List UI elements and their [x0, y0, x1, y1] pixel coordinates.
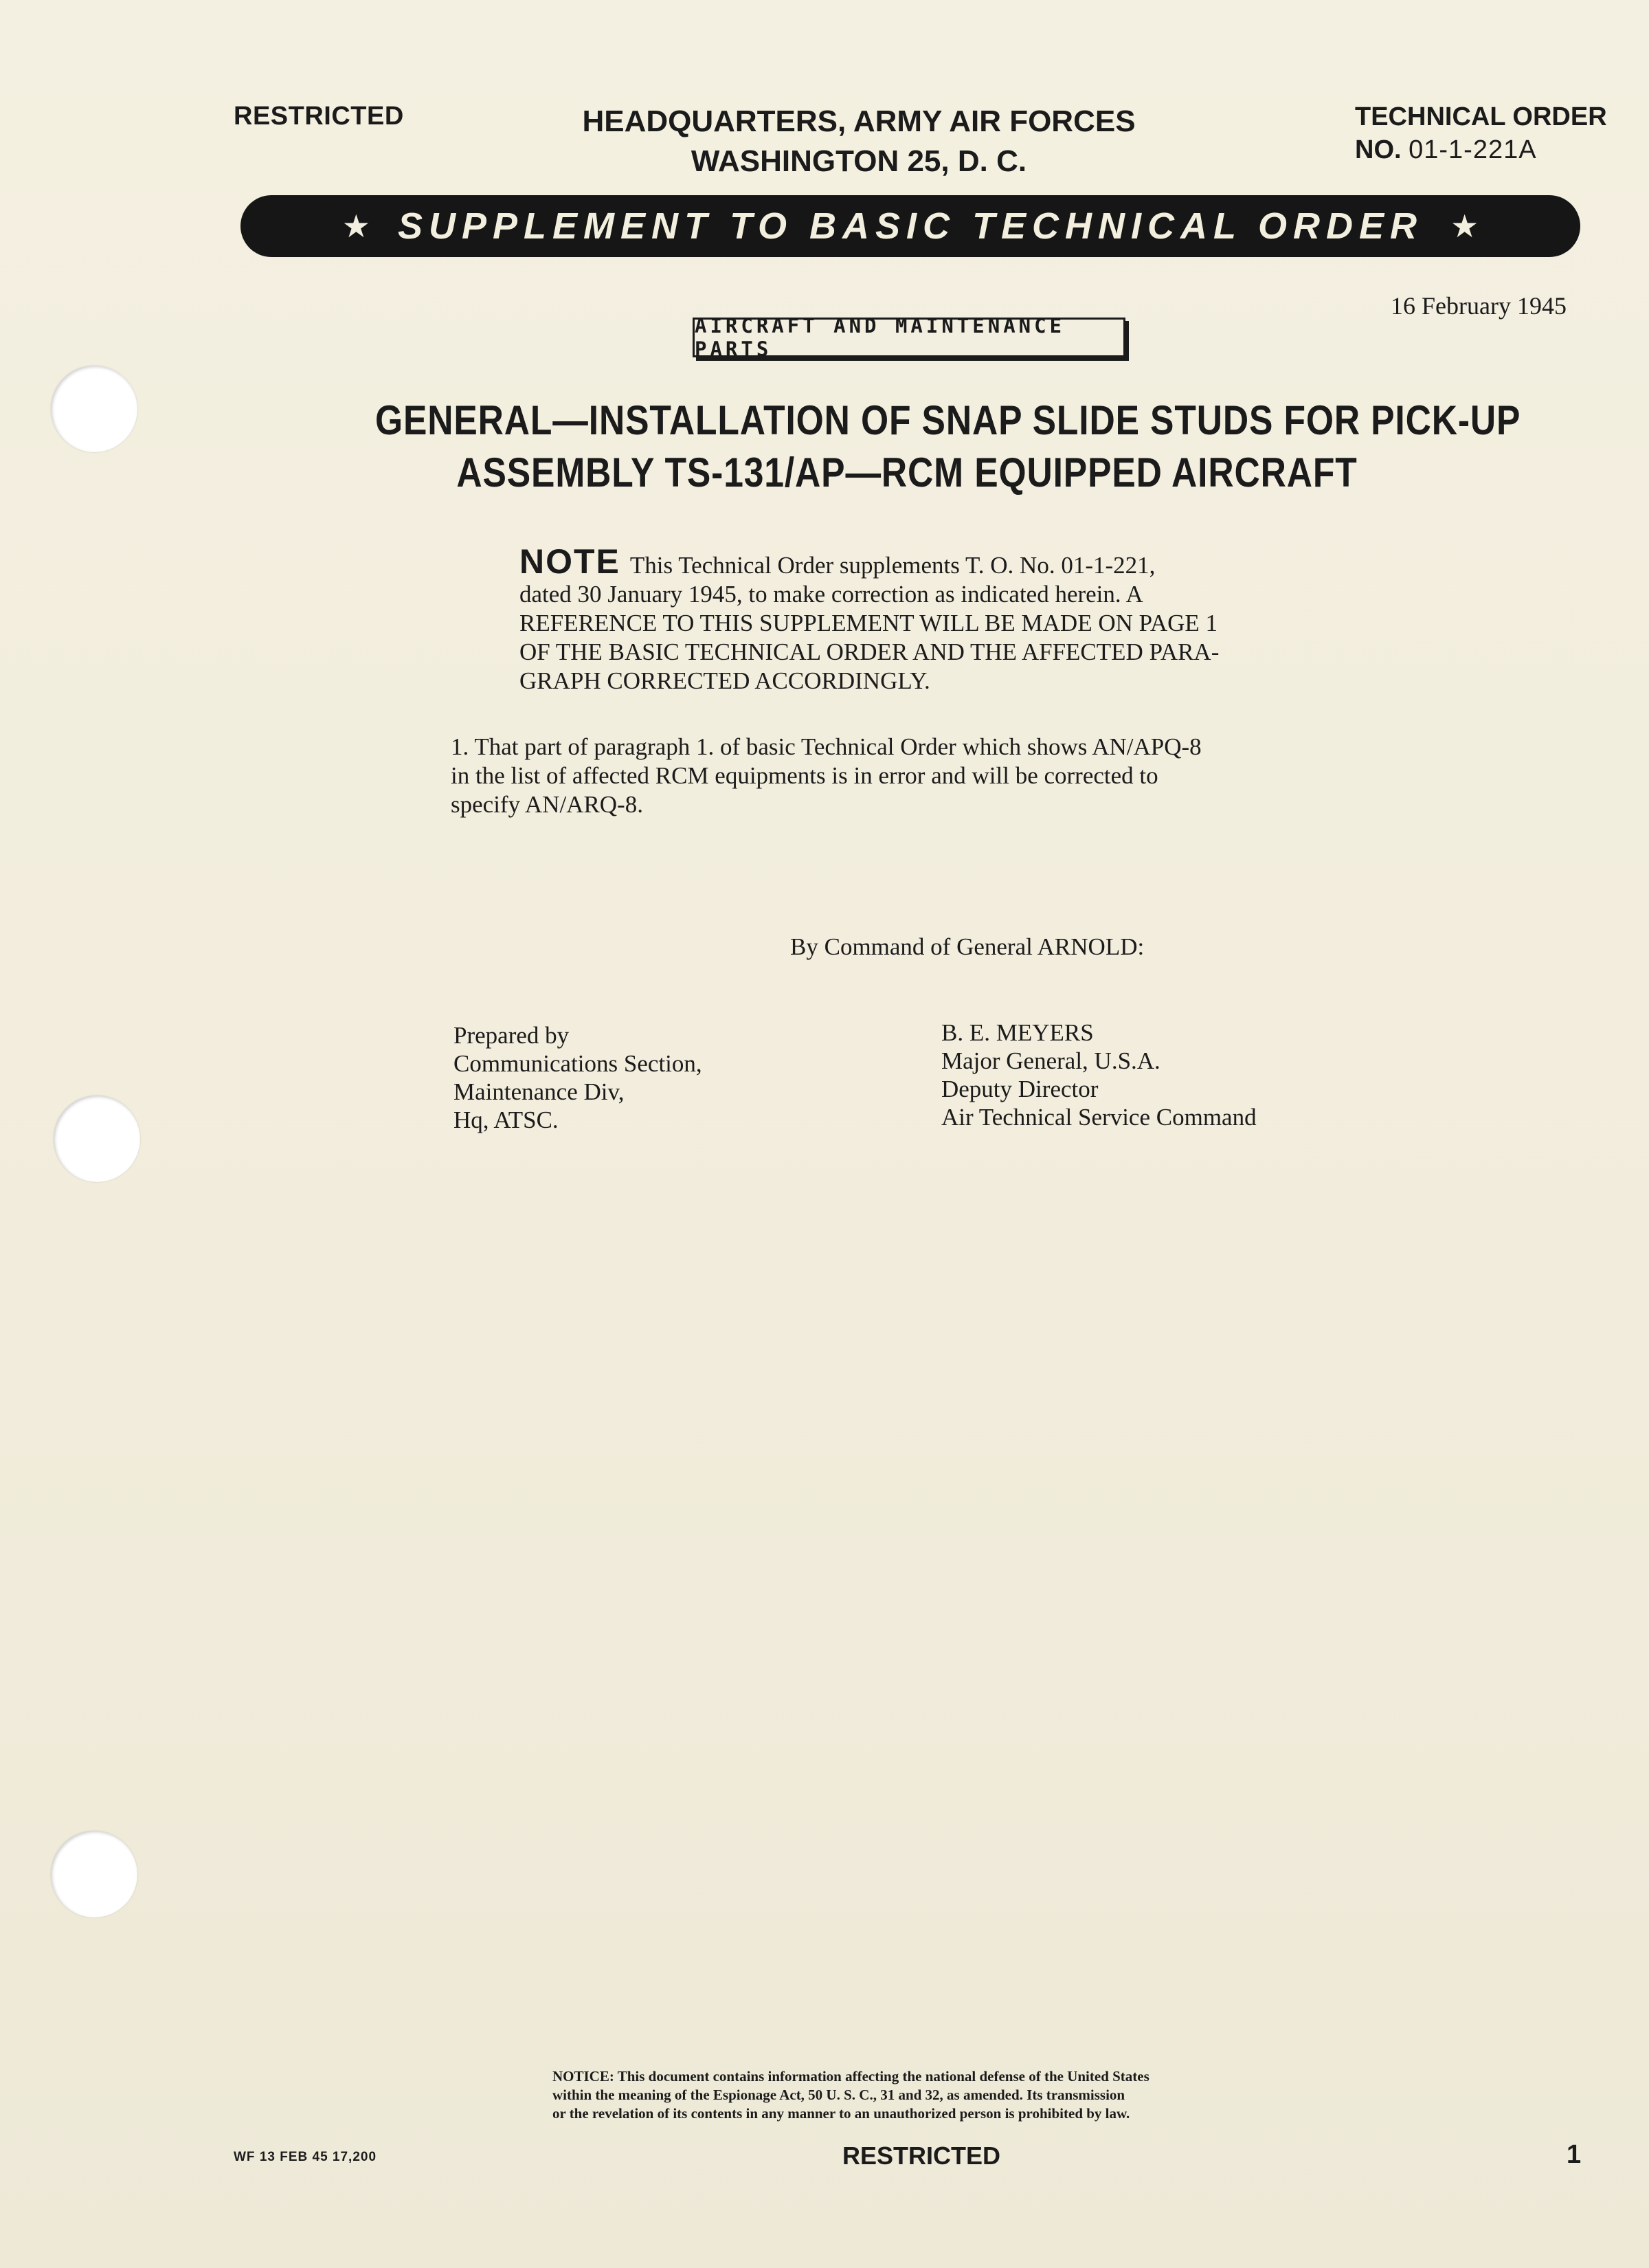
classification-bottom: RESTRICTED [842, 2142, 1001, 2170]
signature-block [941, 1019, 1257, 1131]
signer-title: Deputy Director [941, 1076, 1099, 1102]
paragraph-1-line3: specify AN/ARQ-8. [451, 791, 643, 818]
prepared-by-block [453, 1021, 702, 1134]
technical-order-number-line [1355, 133, 1607, 166]
note-line4: OF THE BASIC TECHNICAL ORDER AND THE AFFECTED PARA- [519, 638, 1220, 665]
binder-hole-bottom [51, 1831, 137, 1917]
note-line3: REFERENCE TO THIS SUPPLEMENT WILL BE MADE ON PAGE 1 [519, 610, 1218, 636]
binder-hole-top [51, 366, 137, 452]
print-code: WF 13 FEB 45 17,200 [234, 2150, 377, 2164]
espionage-notice [552, 2067, 1260, 2123]
issue-date: 16 February 1945 [1391, 292, 1567, 320]
issuer-line2: WASHINGTON 25, D. C. [691, 144, 1027, 178]
banner-text: SUPPLEMENT TO BASIC TECHNICAL ORDER [397, 205, 1424, 247]
technical-order-number: 01-1-221A [1409, 135, 1537, 164]
signer-org: Air Technical Service Command [941, 1104, 1257, 1131]
technical-order-number-prefix: NO. [1355, 135, 1402, 164]
note-block [519, 542, 1316, 696]
note-line5: GRAPH CORRECTED ACCORDINGLY. [519, 667, 930, 694]
binder-hole-middle [54, 1096, 140, 1182]
classification-top: RESTRICTED [234, 102, 404, 131]
paragraph-1 [451, 733, 1385, 819]
document-title [375, 394, 1521, 499]
signer-rank: Major General, U.S.A. [941, 1047, 1160, 1074]
category-label: AIRCRAFT AND MAINTENANCE PARTS [693, 318, 1125, 357]
notice-line2: within the meaning of the Espionage Act, 50 U. S. C., 31 and 32, as amended. Its transmission [552, 2087, 1125, 2103]
prepared-by-line3: Maintenance Div, [453, 1078, 625, 1105]
notice-line3: or the revelation of its contents in any manner to an unauthorized person is prohibited by law. [552, 2105, 1130, 2122]
technical-order-label: TECHNICAL ORDER [1355, 102, 1607, 131]
paragraph-1-line2: in the list of affected RCM equipments is in error and will be corrected to [451, 762, 1158, 789]
command-line: By Command of General ARNOLD: [790, 933, 1145, 960]
issuer-line1: HEADQUARTERS, ARMY AIR FORCES [582, 104, 1136, 138]
title-line1: GENERAL—INSTALLATION OF SNAP SLIDE STUDS FOR PICK-UP [375, 397, 1521, 443]
supplement-banner [240, 195, 1580, 257]
issuer-block [550, 102, 1168, 181]
star-icon: ★ [1450, 208, 1479, 244]
star-icon: ★ [341, 208, 370, 244]
notice-line1: NOTICE: This document contains information affecting the national defense of the United States [552, 2068, 1149, 2084]
paragraph-1-line1: 1. That part of paragraph 1. of basic Technical Order which shows AN/APQ-8 [451, 733, 1202, 760]
note-line1 [519, 542, 1316, 581]
page-number: 1 [1567, 2140, 1582, 2169]
note-label: NOTE [519, 542, 620, 581]
note-text-line1: This Technical Order supplements T. O. No. 01-1-221, [629, 552, 1156, 579]
note-line2: dated 30 January 1945, to make correction as indicated herein. A [519, 581, 1143, 608]
technical-order-number-block [1355, 100, 1607, 166]
prepared-by-line1: Prepared by [453, 1022, 570, 1049]
prepared-by-line4: Hq, ATSC. [453, 1107, 559, 1133]
signer-name: B. E. MEYERS [941, 1019, 1094, 1046]
prepared-by-line2: Communications Section, [453, 1050, 702, 1077]
title-line2: ASSEMBLY TS-131/AP—RCM EQUIPPED AIRCRAFT [456, 449, 1358, 496]
